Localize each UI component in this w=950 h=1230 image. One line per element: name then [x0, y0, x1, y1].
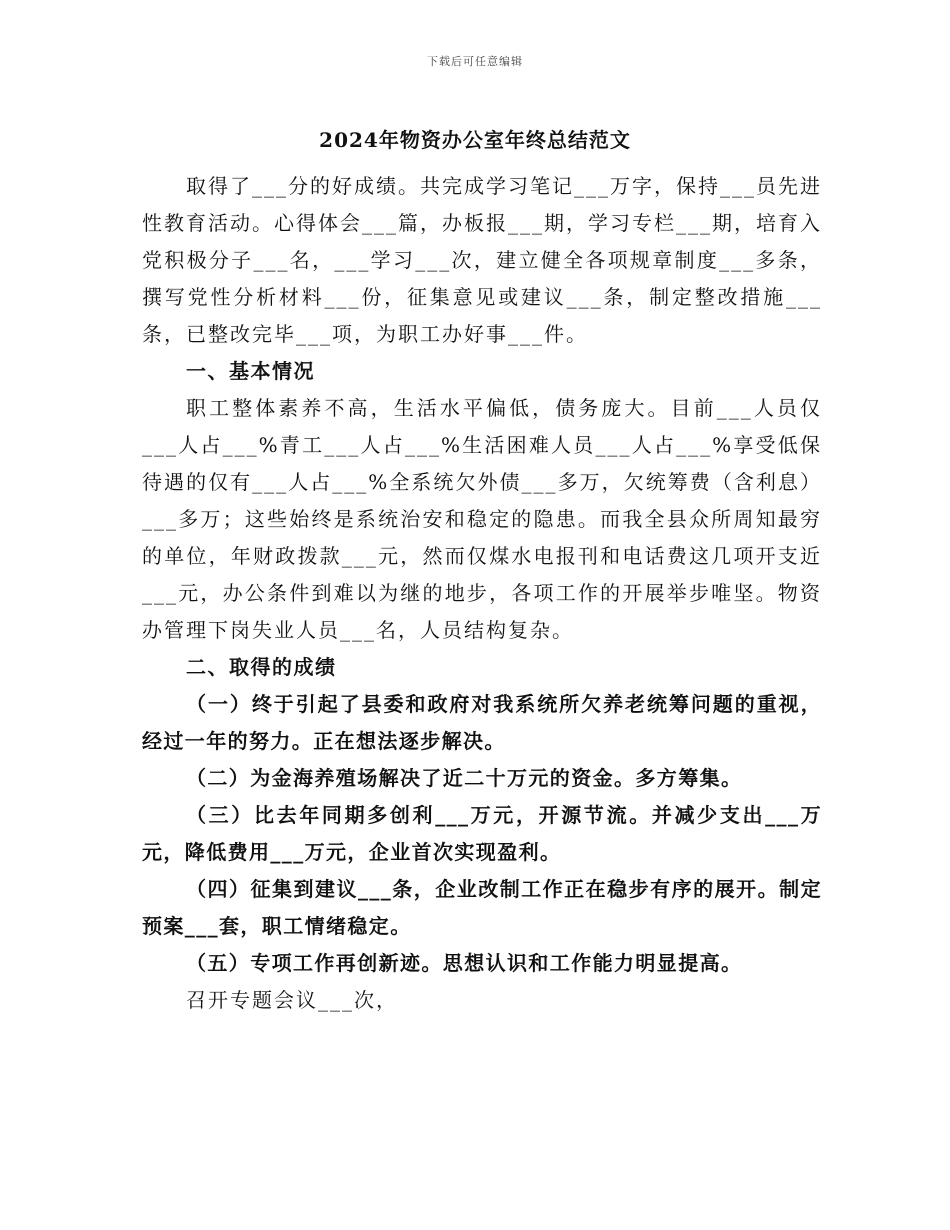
- document-body: [142, 168, 822, 1019]
- section-heading-achievements: 二、取得的成绩: [186, 655, 337, 679]
- basic-situation-paragraph: 职工整体素养不高，生活水平偏低，债务庞大。目前___人员仅___人占___%青工___人占___%生活困难人员___人占___%享受低保待遇的仅有___人占___%全系统欠外债___多万，欠统筹费（含利息）___多万；这些始终是系统治安和稳定的隐患。而我全县众所周知最穷的单位，年财政拨款___元，然而仅煤水电报刊和电话费这几项开支近___元，办公条件到难以为继的地步，各项工作的开展举步唯坚。物资办管理下岗失业人员___名，人员结构复杂。: [142, 396, 822, 642]
- achievement-item-5: （五）专项工作再创新迹。思想认识和工作能力明显提高。: [186, 951, 743, 975]
- achievement-item-2: （二）为金海养殖场解决了近二十万元的资金。多方筹集。: [186, 766, 743, 790]
- document-title: 2024年物资办公室年终总结范文: [319, 128, 631, 152]
- section-heading-basic: 一、基本情况: [186, 359, 315, 383]
- achievement-item-4: （四）征集到建议___条，企业改制工作正在稳步有序的展开。制定预案___套，职工情绪稳定。: [142, 877, 822, 938]
- header-note: 下载后可任意编辑: [427, 55, 523, 68]
- intro-paragraph: 取得了___分的好成绩。共完成学习笔记___万字，保持___员先进性教育活动。心得体会___篇，办板报___期，学习专栏___期，培育入党积极分子___名，___学习___次，建立健全各项规章制度___多条，撰写党性分析材料___份，征集意见或建议___条，制定整改措施___条，已整改完毕___项，为职工办好事___件。: [142, 174, 822, 346]
- closing-paragraph: 召开专题会议___次，: [186, 988, 398, 1012]
- achievement-item-1: （一）终于引起了县委和政府对我系统所欠养老统筹问题的重视，经过一年的努力。正在想法逐步解决。: [142, 692, 822, 753]
- achievement-item-3: （三）比去年同期多创利___万元，开源节流。并减少支出___万元，降低费用___万元，企业首次实现盈利。: [142, 803, 822, 864]
